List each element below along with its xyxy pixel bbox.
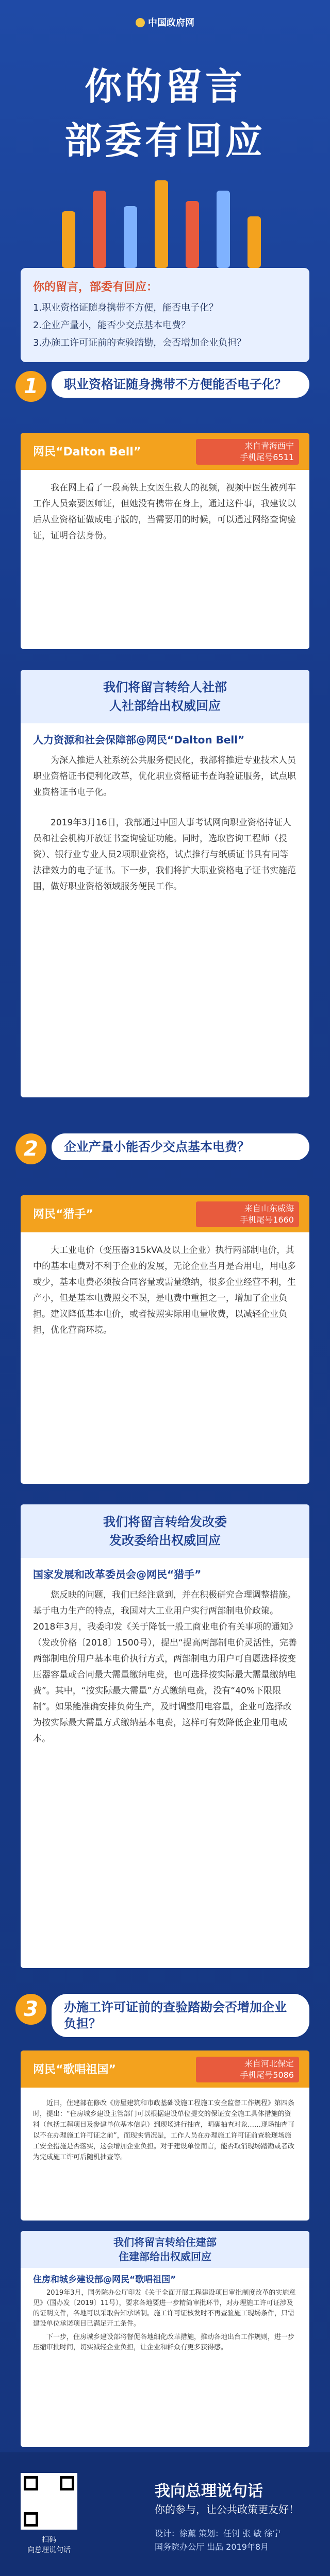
answer-header-line2: 人社部给出权威回应 (109, 699, 221, 713)
message-card-2 (21, 1195, 309, 1484)
message-body: 我在网上看了一段高铁上女医生救人的视频，视频中医生被列车工作人员索要医师证，但她没有携带在身上，通过这件事，我建议以后从业资格证做成电子版的，当需要用的时候，可以通过网络查询验证，证明合法身份。 (33, 483, 296, 541)
question-title: 企业产量小能否少交点基本电费？ (52, 1133, 309, 1160)
phone-tail: 手机尾号6511 (240, 452, 294, 462)
user-name: 网民“Dalton Bell” (33, 446, 141, 459)
question-section-3 (10, 1994, 320, 2040)
card-header (21, 2050, 309, 2088)
answer-card-3 (21, 2231, 309, 2447)
mic-icon (155, 180, 168, 268)
qr-caption: 扫码 向总理说句话 (27, 2536, 71, 2554)
answer-body: 2019年3月，国务院办公厅印发《关于全面开展工程建设项目审批制度改革的实施意见》（国办发〔2019〕11号），要求各地要进一步精简审批环节，对办理施工许可证涉及的证明文件，各地可以采取告知承诺制。施工许可证核发时不再查验施工现场条件，只需建设单位承诺项目已满足开工条件。 (33, 2289, 296, 2328)
question-number: 1 (15, 371, 46, 402)
question-number: 3 (15, 1994, 46, 2025)
answer-card-1 (21, 670, 309, 1097)
emblem-icon (136, 18, 145, 27)
answer-header-line1: 我们将留言转给发改委 (103, 1515, 227, 1529)
intro-box (21, 268, 309, 362)
intro-item: 3.办施工许可证前的查验踏勘，会否增加企业负担？ (33, 337, 246, 348)
answer-body: 为深入推进人社系统公共服务便民化，我部将推进专业技术人员职业资格证书便利化改革，优化职业资格证书查询验证服务，试点职业资格证书电子化。 (33, 755, 296, 798)
mic-icon (217, 191, 230, 268)
location: 来自河北保定 (244, 2059, 294, 2069)
site-header (0, 15, 330, 29)
credits-line: 设计：徐薰 策划：任钊 张 敏 徐宁 (155, 2529, 281, 2538)
message-body: 近日，住建部在修改《房屋建筑和市政基础设施工程施工安全监督工作规程》第四条时，提出：“住房城乡建设主管部门可以根据建设单位提交的保证安全施工具体措施的资料（包括工程项目及参建单位基本信息）到现场进行抽查，明确抽查对象……现场抽查可以不在办理施工许可证之前”，而现实情况是，工作人员在办理施工许可证前查验现场施工安全措施是否落实，这会增加企业负担。对于建设单位而言，能否取消现场踏勘或者改为完成施工许可后随机抽查等。 (33, 2099, 295, 2161)
mic-icon (93, 191, 106, 268)
phone-tail: 手机尾号5086 (240, 2070, 294, 2080)
location-badge (196, 439, 299, 465)
phone-tail: 手机尾号1660 (240, 1215, 294, 1225)
card-header (21, 1195, 309, 1232)
answer-header-line2: 住建部给出权威回应 (119, 2250, 211, 2263)
intro-item: 2.企业产量小，能否少交点基本电费？ (33, 320, 191, 331)
location: 来自青海西宁 (244, 441, 294, 451)
slogan-title: 我向总理说句话 (155, 2482, 263, 2500)
question-title: 职业资格证随身携带不方便能否电子化？ (52, 371, 309, 398)
user-name: 网民“歌唱祖国” (33, 2063, 116, 2076)
answer-header-line1: 我们将留言转给住建部 (113, 2236, 217, 2248)
site-name: 中国政府网 (148, 18, 194, 28)
message-card-3 (21, 2050, 309, 2221)
answer-body: 下一步，住房城乡建设部将督促各地细化改革措施，推动各地出台工作规则，进一步压缩审批时间，切实减轻企业负担，让企业和群众有更多获得感。 (33, 2333, 295, 2351)
mic-icon (62, 211, 75, 268)
answer-header-line1: 我们将留言转给人社部 (103, 680, 227, 694)
answer-source: 住房和城乡建设部@网民“歌唱祖国” (33, 2275, 176, 2285)
mic-icon (124, 206, 137, 268)
hero-title-line1: 你的留言 (84, 65, 245, 108)
question-section-1 (10, 371, 320, 417)
user-name: 网民“猎手” (33, 1208, 93, 1221)
answer-header (21, 1504, 309, 1558)
question-section-2 (10, 1133, 320, 1180)
mic-icon (248, 216, 261, 268)
message-body: 大工业电价（变压器315kVA及以上企业）执行两部制电价，其中的基本电费对不利于企业的发展，无论企业当月是否用电，用电多或少，基本电费必须按合同容量或需量缴纳，很多企业经营不利，生产小，但是基本电费照交不误，是电费中重担之一，增加了企业负担。建议降低基本电价，或者按照实际用电量收费，以减轻企业负担，优化营商环境。 (33, 1245, 296, 1335)
intro-title: 你的留言，部委有回应： (33, 281, 158, 294)
location-badge (196, 2057, 299, 2082)
message-card-1 (21, 433, 309, 649)
answer-source: 国家发展和改革委员会@网民“猎手” (33, 1568, 202, 1581)
answer-header (21, 670, 309, 723)
answer-header-line2: 发改委给出权威回应 (109, 1533, 221, 1548)
microphones-illustration (52, 170, 278, 268)
card-header (21, 433, 309, 470)
qr-code[interactable] (21, 2473, 77, 2530)
question-title: 办施工许可证前的查验踏勘会否增加企业负担？ (52, 1994, 309, 2037)
answer-body: 2019年3月16日，我部通过中国人事考试网向职业资格持证人员和社会机构开放证书查询验证功能。同时，选取咨询工程师（投资）、银行业专业人员2项职业资格，试点推行与纸质证书具有同等法律效力的电子证书。下一步，我们将扩大职业资格电子证书实施范围，做好职业资格领域服务便民工作。 (33, 818, 296, 892)
slogan-subtitle: 你的参与，让公共政策更友好！ (155, 2503, 299, 2516)
question-number: 2 (15, 1133, 46, 1164)
mic-icon (186, 201, 199, 268)
answer-source: 人力资源和社会保障部@网民“Dalton Bell” (33, 734, 245, 746)
location-badge (196, 1201, 299, 1227)
answer-header (21, 2231, 309, 2268)
credits (155, 2527, 280, 2554)
answer-body: 您反映的问题，我们已经注意到，并在积极研究合理调整措施。基于电力生产的特点，我国对大工业用户实行两部制电价政策。2018年3月，我委印发《关于降低一般工商业电价有关事项的通知》（发改价格〔2018〕1500号），提出“提高两部制电价灵活性，完善两部制电价用户基本电价执行方式，两部制电力用户可自愿选择按变压器容量或合同最大需量缴纳电费，也可选择按实际最大需量缴纳电费”。其中，“按实际最大需量”方式缴纳电费，没有“40%下限限制”。如果能准确安排负荷生产，及时调整用电容量，企业可选择改为按实际最大需量方式缴纳基本电费，这样可有效降低企业用电成本。 (33, 1590, 297, 1744)
hero-title-line2: 部委有回应 (64, 119, 266, 162)
credits-line: 国务院办公厅 出品 2019年8月 (155, 2542, 269, 2552)
location: 来自山东威海 (244, 1204, 294, 1213)
intro-item: 1.职业资格证随身携带不方便，能否电子化？ (33, 302, 219, 313)
answer-card-2 (21, 1504, 309, 1968)
